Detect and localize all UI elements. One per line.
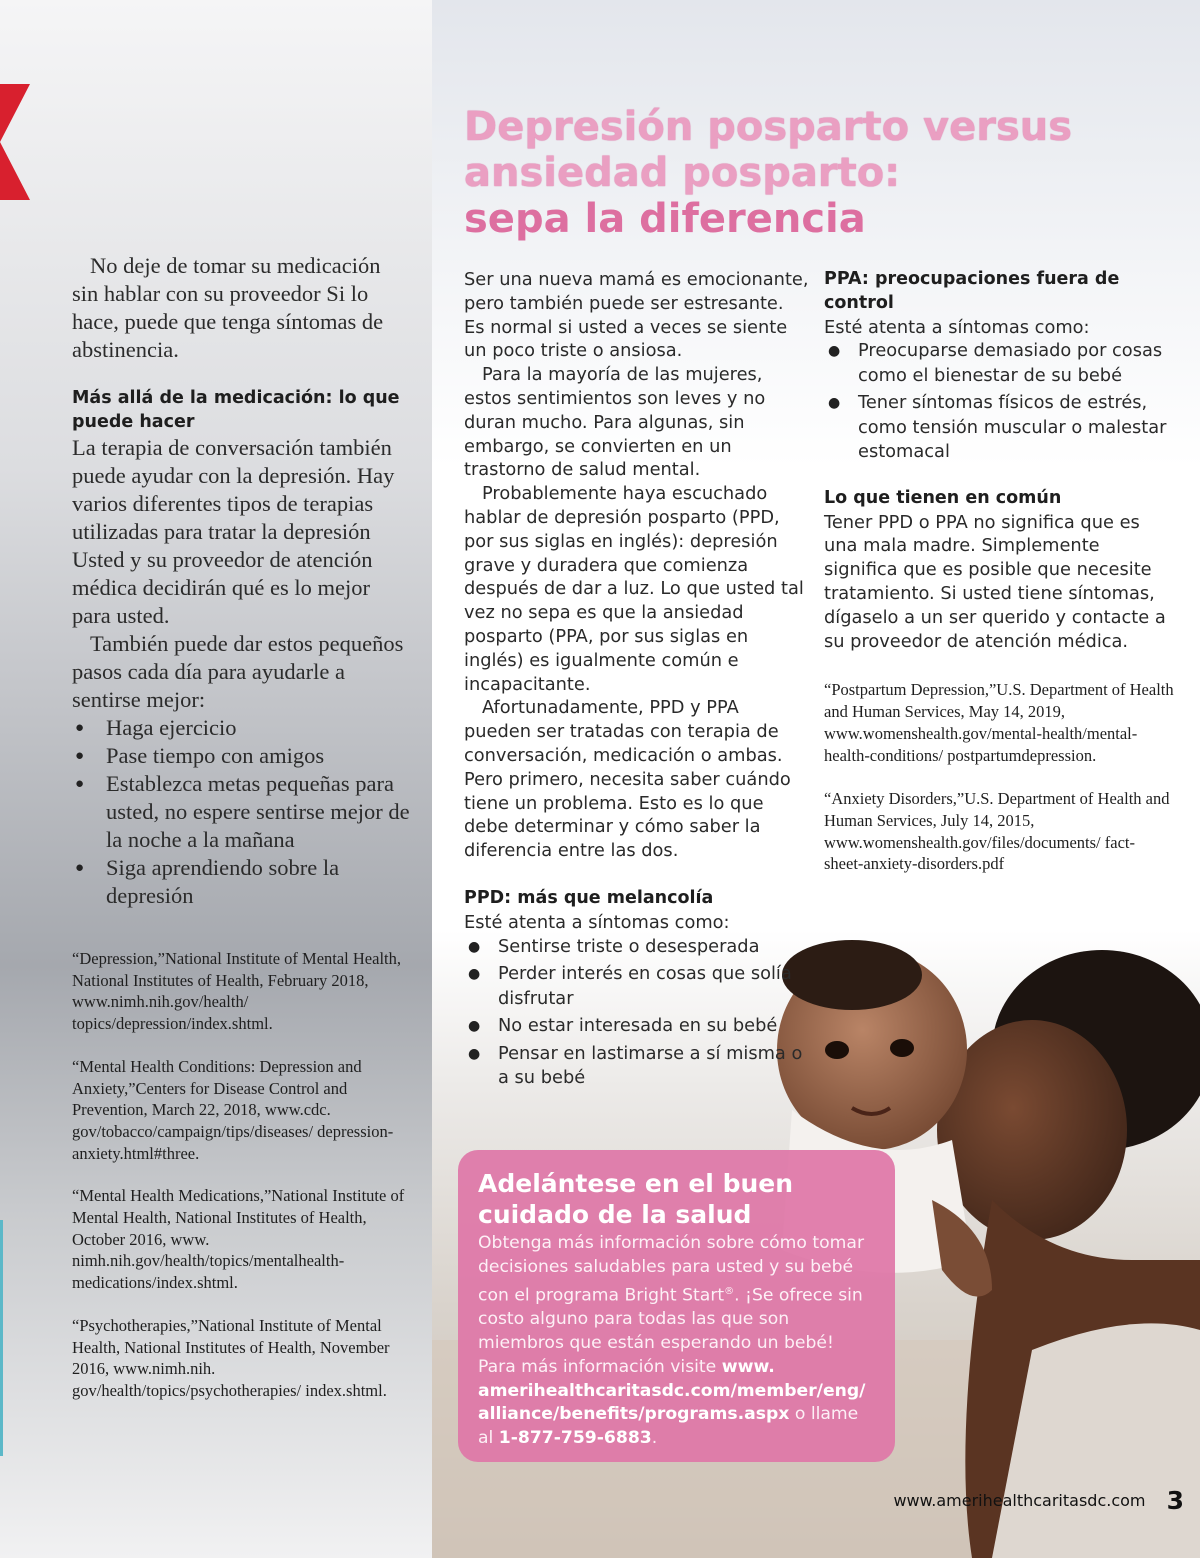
callout-text-part: . ¡Se ofrece sin costo alguno para todas las que son miembros que están esperando un bebé! Para más información visite (478, 1285, 863, 1377)
footer-url[interactable]: www.amerihealthcaritasdc.com (893, 1491, 1146, 1510)
common-paragraph: Tener PPD o PPA no significa que es una mala madre. Simplemente significa que es posible que necesite tratamiento. Si usted tiene síntomas, dígaselo a un ser querido y contacte a su proveedor de atención médica. (824, 511, 1166, 652)
callout-text-part: o llame al (478, 1404, 859, 1449)
callout-text (478, 1232, 875, 1451)
reference: “Anxiety Disorders,”U.S. Department of Health and Human Services, July 14, 2015, www.womenshealth.gov/files/documents/ fact-sheet-anxiety-disorders.pdf (824, 789, 1170, 874)
list-item: ● Siga aprendiendo sobre la depresión (72, 854, 412, 910)
list-item: ● Sentirse triste o desesperada (464, 935, 809, 960)
reference: “Depression,”National Institute of Mental Health, National Institutes of Health, February 2018, www.nimh.nih.gov/health/ topics/depression/index.shtml. (72, 949, 401, 1034)
page-number: 3 (1166, 1486, 1184, 1515)
ppd-heading: PPD: más que melancolía (464, 887, 714, 908)
body-paragraph: Afortunadamente, PPD y PPA pueden ser tratadas con terapia de conversación, medicación o ambas. Pero primero, necesita saber cuándo tiene un problema. Esto es lo que debe determinar y cómo saber la diferencia entre las dos. (464, 697, 791, 862)
right-references (824, 679, 1174, 875)
body-paragraph: Para la mayoría de las mujeres, estos sentimientos son leves y no duran mucho. Para algunas, sin embargo, se convierten en un trastorno de salud mental. (464, 364, 766, 481)
intro-paragraph: No deje de tomar su medicación sin hablar con su proveedor Si lo hace, puede que tenga síntomas de abstinencia. (72, 253, 384, 362)
reference: “Psychotherapies,”National Institute of Mental Health, National Institutes of Health, November 2016, www.nimh.nih. gov/health/topics/psychotherapies/ index.shtml. (72, 1315, 390, 1400)
steps-intro-paragraph: También puede dar estos pequeños pasos cada día para ayudarle a sentirse mejor: (72, 631, 404, 712)
ppd-symptom-list (464, 935, 809, 1091)
middle-column (464, 268, 809, 1094)
list-item: ● Pase tiempo con amigos (72, 742, 412, 770)
common-heading: Lo que tienen en común (824, 487, 1062, 508)
left-references (72, 948, 412, 1402)
ppa-symptom-list (824, 339, 1174, 465)
phone-number[interactable]: 1-877-759-6883 (498, 1428, 652, 1449)
bright-start-callout (458, 1150, 895, 1462)
teal-accent-bar (0, 1220, 3, 1456)
title-line-2: ansiedad posparto: (464, 150, 901, 196)
ppa-heading: PPA: preocupaciones fuera de control (824, 269, 1120, 313)
ppa-intro: Esté atenta a síntomas como: (824, 316, 1090, 338)
article-title (464, 104, 1184, 242)
callout-text-part: . (651, 1428, 658, 1449)
section-heading-beyond-medication: Más allá de la medicación: lo que puede hacer (72, 388, 400, 432)
steps-list (72, 714, 412, 910)
reference: “Postpartum Depression,”U.S. Department of Health and Human Services, May 14, 2019, www.womenshealth.gov/mental-health/mental-health-conditions/ postpartumdepression. (824, 680, 1174, 765)
left-column (72, 252, 412, 1423)
list-item: ● Perder interés en cosas que solía disfrutar (464, 962, 809, 1011)
program-link[interactable]: www. amerihealthcaritasdc.com/member/eng/ alliance/benefits/programs.aspx (478, 1356, 866, 1425)
reference: “Mental Health Conditions: Depression and Anxiety,”Centers for Disease Control and Prevention, March 22, 2018, www.cdc. gov/tobacco/campaign/tips/diseases/ depression-anxiety.html#three. (72, 1056, 394, 1163)
ppd-intro: Esté atenta a síntomas como: (464, 911, 730, 933)
body-paragraph: Probablemente haya escuchado hablar de depresión posparto (PPD, por sus siglas en inglés): depresión grave y duradera que comienza después de dar a luz. Lo que usted tal vez no sepa es que la ansiedad posparto (PPA, por sus siglas en inglés) es igualmente común e incapacitante. (464, 483, 804, 695)
page-footer (893, 1486, 1184, 1515)
list-item: ● Tener síntomas físicos de estrés, como tensión muscular o malestar estomacal (824, 391, 1174, 465)
list-item: ● Establezca metas pequeñas para usted, no espere sentirse mejor de la noche a la mañana (72, 770, 412, 854)
list-item: ● Haga ejercicio (72, 714, 412, 742)
body-paragraph: Ser una nueva mamá es emocionante, pero también puede ser estresante. Es normal si usted a veces se siente un poco triste o ansiosa. (464, 269, 809, 362)
list-item: ● No estar interesada en su bebé (464, 1014, 809, 1039)
right-column (824, 268, 1174, 897)
title-line-3: sepa la diferencia (464, 196, 866, 242)
callout-text-part: Obtenga más información sobre cómo tomar decisiones saludables para usted y su bebé con el programa Bright Start (478, 1233, 865, 1306)
callout-heading: Adelántese en el buen cuidado de la salud (478, 1169, 794, 1229)
title-line-1: Depresión posparto versus (464, 104, 1073, 150)
therapy-paragraph: La terapia de conversación también puede ayudar con la depresión. Hay varios diferentes tipos de terapias utilizadas para tratar la depresión Usted y su proveedor de atención médica decidirán qué es lo mejor para usted. (72, 435, 395, 628)
list-item: ● Pensar en lastimarse a sí misma o a su bebé (464, 1042, 809, 1091)
registered-mark: ® (724, 1285, 735, 1297)
reference: “Mental Health Medications,”National Institute of Mental Health, National Institutes of Health, October 2016, www. nimh.nih.gov/health/topics/mentalhealth-medications/index.shtml. (72, 1186, 405, 1293)
list-item: ● Preocuparse demasiado por cosas como el bienestar de su bebé (824, 339, 1174, 388)
red-chevron-icon (0, 84, 30, 200)
